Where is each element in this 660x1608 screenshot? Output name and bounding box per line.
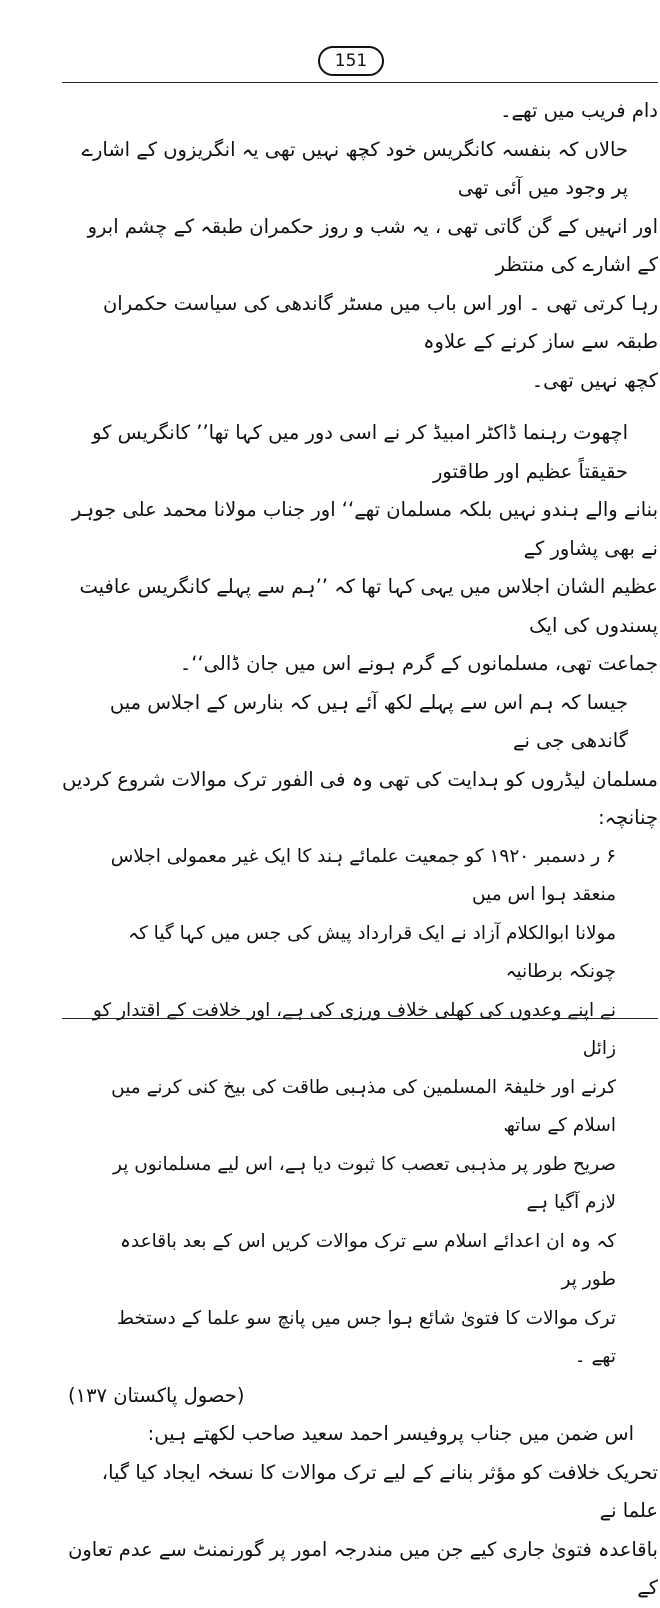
- text-line: تحریک خلافت کو مؤثر بنانے کے لیے ترک موالات کا نسخہ ایجاد کیا گیا، علما نے: [101, 1460, 658, 1522]
- text-line: اس ضمن میں جناب پروفیسر احمد سعید صاحب لکھتے ہیں:: [147, 1422, 634, 1445]
- text-line: حالاں کہ بنفسہ کانگریس خود کچھ نہیں تھی یہ انگریزوں کے اشارے پر وجود میں آئی تھی: [81, 137, 628, 199]
- text-line: جماعت تھی، مسلمانوں کے گرم ہونے اس میں جان ڈالی‘‘۔: [179, 652, 658, 675]
- quote-line: ترک موالات کا فتویٰ شائع ہوا جس میں پانچ سو علما کے دستخط تھے ۔: [116, 1307, 616, 1367]
- page-number: 151: [318, 46, 384, 76]
- header-rule: [62, 82, 658, 83]
- text-line: عظیم الشان اجلاس میں یہی کہا تھا کہ ’’ہم سے پہلے کانگریس عافیت پسندوں کی ایک: [79, 575, 658, 637]
- footer-rule: [62, 1018, 658, 1019]
- text-line: دام فریب میں تھے۔: [500, 99, 658, 122]
- text-line: رہا کرتی تھی ۔ اور اس باب میں مسٹر گاندھی کی سیاست حکمران طبقہ سے ساز کرنے کے علاوہ: [102, 291, 658, 353]
- text-line: اور انہیں کے گن گاتی تھی ، یہ شب و روز حکمران طبقہ کے چشم ابرو کے اشارے کی منتظر: [87, 214, 658, 276]
- quote-line: کہ وہ ان اعدائے اسلام سے ترک موالات کریں اس کے بعد باقاعدہ طور پر: [120, 1230, 616, 1290]
- text-line: جیسا کہ ہم اس سے پہلے لکھ آئے ہیں کہ بنارس کے اجلاس میں گاندھی جی نے: [109, 690, 628, 752]
- text-line: کچھ نہیں تھی۔: [531, 368, 658, 392]
- quote-line: مولانا ابوالکلام آزاد نے ایک قرارداد پیش کی جس میں کہا گیا کہ چونکہ برطانیہ: [128, 922, 616, 982]
- text-line: باقاعدہ فتویٰ جاری کیے جن میں مندرجہ امور پر گورنمنٹ سے عدم تعاون کے: [68, 1537, 658, 1599]
- text-line: اچھوت رہنما ڈاکٹر امبیڈ کر نے اسی دور میں کہا تھا’’ کانگریس کو حقیقتاً عظیم اور طاقتور: [92, 421, 628, 483]
- quote-line: صریح طور پر مذہبی تعصب کا ثبوت دیا ہے، اس لیے مسلمانوں پر لازم آگیا ہے: [112, 1153, 616, 1213]
- quote-line: کرنے اور خلیفۃ المسلمین کی مذہبی طاقت کی بیخ کنی کرنے میں اسلام کے ساتھ: [111, 1076, 616, 1136]
- block-quote: [62, 838, 658, 1377]
- quote-line: ۶ ر دسمبر ۱۹۲۰ کو جمعیت علمائے ہند کا ایک غیر معمولی اجلاس منعقد ہوا اس میں: [110, 845, 616, 905]
- text-line: بنانے والے ہندو نہیں بلکہ مسلمان تھے‘‘ اور جناب مولانا محمد علی جوہر نے بھی پشاور کے: [71, 498, 658, 560]
- quote-line: نے اپنے وعدوں کی کھلی خلاف ورزی کی ہے، اور خلافت کے اقتدار کو زائل: [92, 999, 616, 1059]
- page-body: [62, 92, 658, 1608]
- source-reference: (حصول پاکستان ۱۳۷): [68, 1383, 245, 1407]
- text-line: مسلمان لیڈروں کو ہدایت کی تھی وہ فی الفور ترک موالات شروع کردیں چنانچہ:: [62, 767, 658, 829]
